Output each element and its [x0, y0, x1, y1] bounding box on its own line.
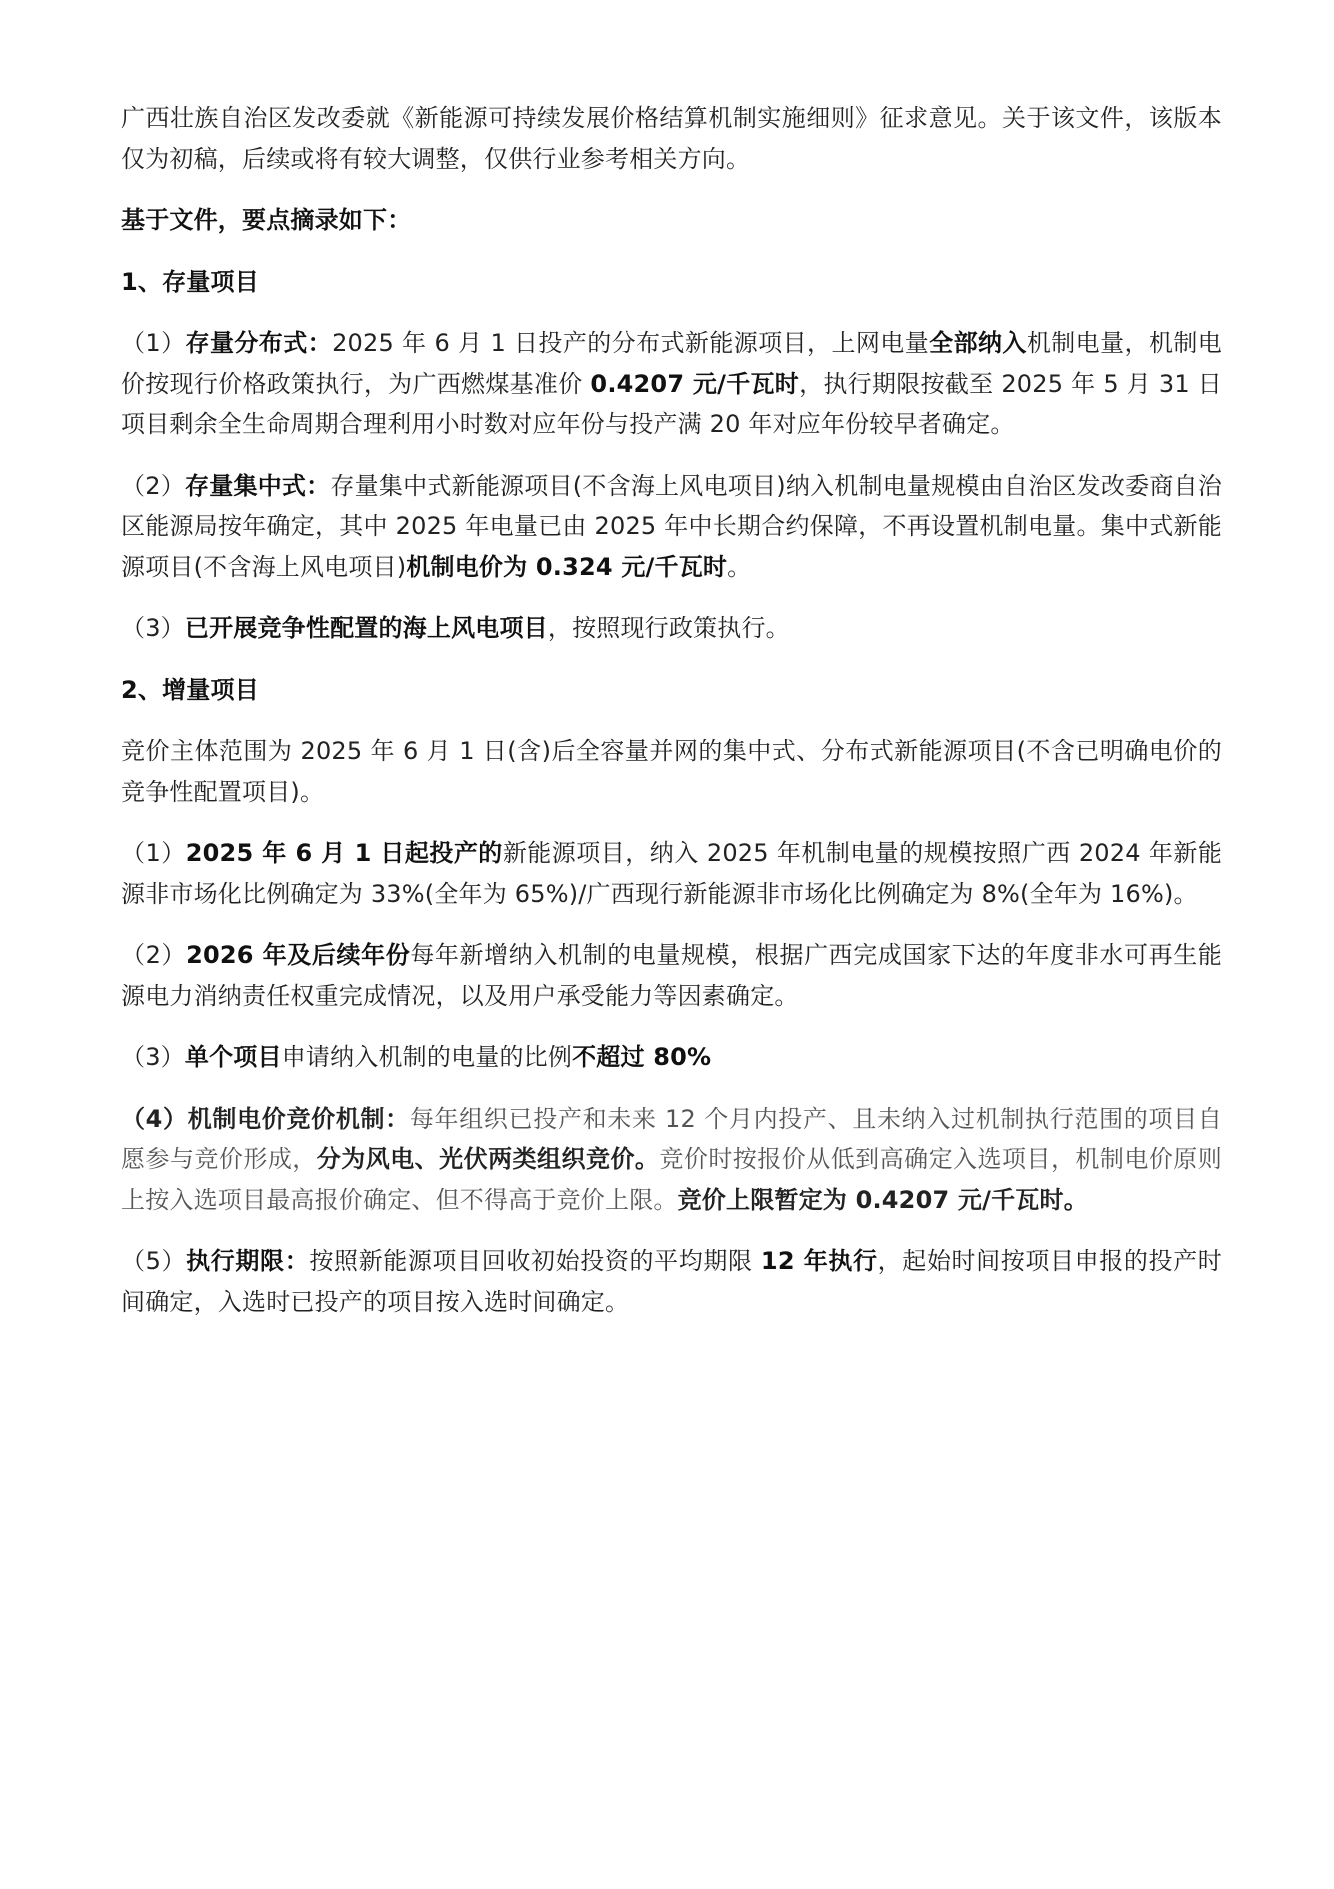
- bold-text: 已开展竞争性配置的海上风电项目: [184, 614, 548, 642]
- paragraph: [121, 323, 1222, 445]
- bold-text: 竞价上限暂定为 0.4207 元/千瓦时。: [677, 1185, 1088, 1214]
- text-run: 按照新能源项目回收初始投资的平均期限: [309, 1247, 761, 1275]
- paragraph: [121, 833, 1222, 914]
- bold-text: 分为风电、光伏两类组织竞价。: [316, 1145, 660, 1173]
- text-run: 机制电量，机制电价按现行价格政策执行，为广西燃煤基准价: [121, 329, 1222, 398]
- bold-text: 2025 年 6 月 1 日起投产的: [185, 839, 503, 867]
- paragraph: [121, 608, 1222, 649]
- paragraph: [121, 466, 1222, 588]
- paragraph: [121, 98, 1222, 179]
- text-run: 申请纳入机制的电量的比例: [281, 1043, 573, 1071]
- text-run: （2）: [121, 941, 187, 969]
- bold-text: 存量集中式：: [184, 471, 331, 500]
- text-run: ，按照现行政策执行。: [547, 614, 790, 642]
- bold-text: 单个项目: [184, 1043, 282, 1071]
- bold-text: 存量分布式：: [185, 329, 333, 357]
- bold-text: 不超过 80%: [572, 1043, 712, 1071]
- text-run: （3）: [121, 1043, 185, 1071]
- paragraph: [121, 1099, 1222, 1221]
- text-run: 竞价时按报价从低到高确定入选项目，机制电价原则上按入选项目最高报价确定、但不得高于竞价上限。: [121, 1145, 1222, 1214]
- bold-text: 全部纳入: [929, 329, 1027, 357]
- paragraph: [121, 935, 1222, 1016]
- text-run: 2025 年 6 月 1 日投产的分布式新能源项目，上网电量: [332, 329, 930, 357]
- paragraph: [121, 1241, 1222, 1322]
- bold-text: 2、增量项目: [121, 675, 259, 704]
- bold-text: （4）: [121, 1104, 188, 1133]
- bold-text: 基于文件，要点摘录如下：: [121, 206, 412, 234]
- text-run: 每年组织已投产和未来 12 个月内投产、且未纳入过机制执行范围的项目自愿参与竞价形成，: [121, 1104, 1222, 1173]
- text-run: （1）: [121, 329, 186, 357]
- document-body: [121, 98, 1222, 1343]
- paragraph: [121, 731, 1222, 812]
- section-heading: [121, 670, 1222, 711]
- text-run: 新能源项目，纳入 2025 年机制电量的规模按照广西 2024 年新能源非市场化比例确定为 33%(全年为 65%)/广西现行新能源非市场化比例确定为 8%(全年为 16%)。: [121, 839, 1223, 908]
- text-run: （2）: [121, 471, 185, 500]
- paragraph: [121, 1037, 1222, 1078]
- text-run: 每年新增纳入机制的电量规模，根据广西完成国家下达的年度非水可再生能源电力消纳责任权重完成情况，以及用户承受能力等因素确定。: [121, 941, 1222, 1010]
- bold-text: 0.4207 元/千瓦时: [590, 369, 800, 398]
- text-run: 。: [727, 552, 752, 581]
- text-run: ，执行期限按截至 2025 年 5 月 31 日项目剩余全生命周期合理利用小时数对应年份与投产满 20 年对应年份较早者确定。: [121, 369, 1222, 438]
- text-run: 竞价主体范围为 2025 年 6 月 1 日(含)后全容量并网的集中式、分布式新能源项目(不含已明确电价的竞争性配置项目)。: [121, 737, 1222, 806]
- bold-text: 12 年执行: [760, 1247, 878, 1275]
- text-run: （5）: [121, 1247, 187, 1275]
- text-run: ，起始时间按项目申报的投产时间确定，入选时已投产的项目按入选时间确定。: [121, 1247, 1222, 1316]
- text-run: （1）: [121, 839, 186, 867]
- paragraph: [121, 200, 1222, 241]
- bold-text: 执行期限：: [186, 1247, 310, 1275]
- text-run: 广西壮族自治区发改委就《新能源可持续发展价格结算机制实施细则》征求意见。关于该文件，该版本仅为初稿，后续或将有较大调整，仅供行业参考相关方向。: [121, 104, 1222, 173]
- bold-text: 2026 年及后续年份: [186, 941, 411, 969]
- text-run: （3）: [121, 614, 185, 642]
- bold-text: 机制电价为 0.324 元/千瓦时: [406, 552, 728, 581]
- bold-text: 机制电价竞价机制：: [187, 1104, 410, 1133]
- section-heading: [121, 262, 1222, 303]
- bold-text: 1、存量项目: [121, 267, 259, 296]
- text-run: 存量集中式新能源项目(不含海上风电项目)纳入机制电量规模由自治区发改委商自治区能源局按年确定，其中 2025 年电量已由 2025 年中长期合约保障，不再设置机制电量。集中式新能源项目(不含海上风电项目): [121, 471, 1223, 581]
